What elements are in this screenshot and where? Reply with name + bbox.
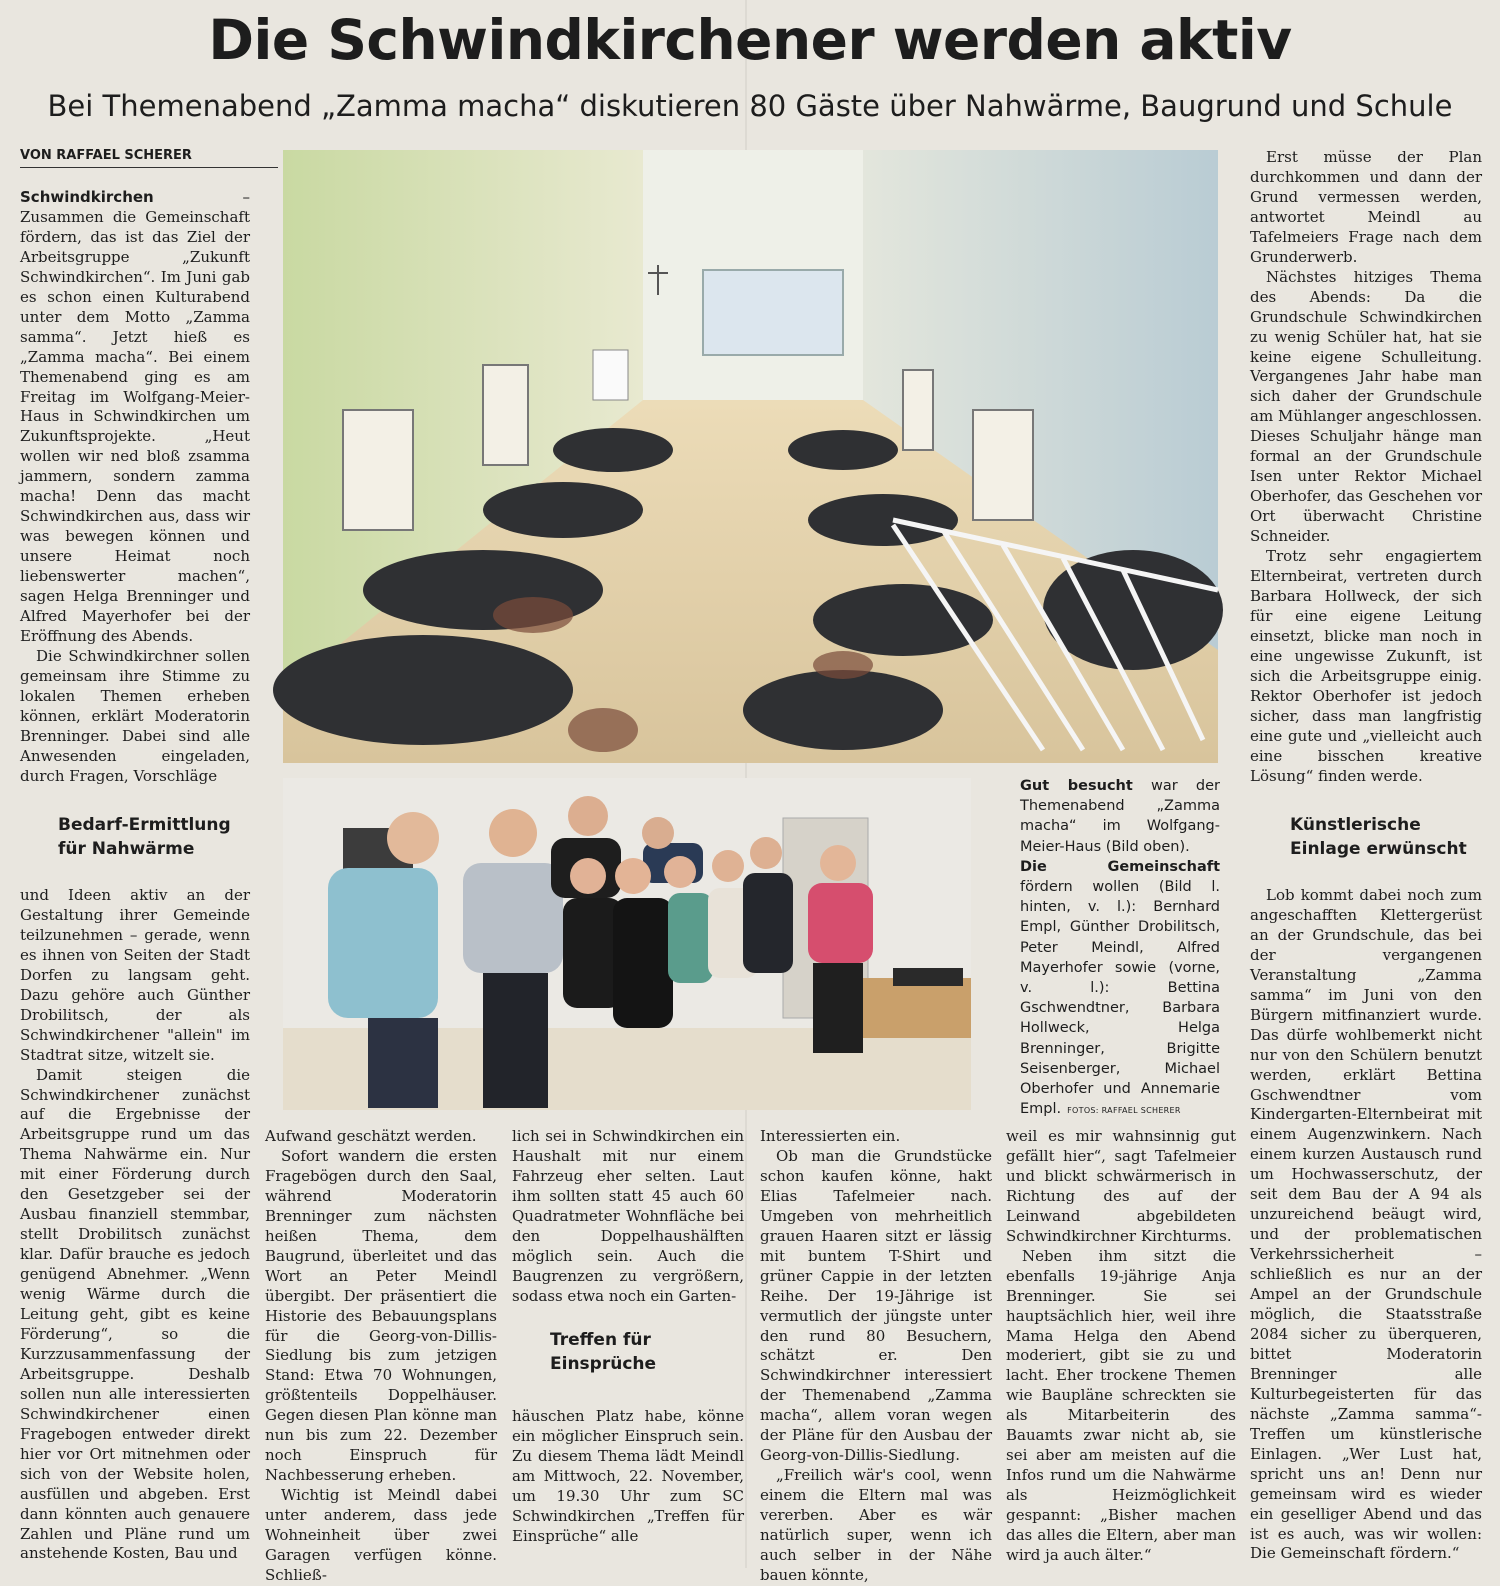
paragraph: Ob man die Grundstücke schon kaufen könne, hakt Elias Tafelmeier nach. Umgeben von mehrheitlich grauen Haaren sitzt er lässig mit buntem T-Shirt und grüner Cappie in der letzten Reihe. Der 19-Jährige ist vermutlich der jüngste unter den rund 80 Besuchern, schätzt er. Den Schwindkirchner interessiert der Themenabend „Zamma macha“, allem voran wegen der Pläne für den Ausbau der Georg-von-Dillis-Siedlung. (760, 1146, 992, 1465)
paragraph: Wichtig ist Meindl dabei unter anderem, dass jede Wohneinheit über zwei Garagen verfügen könne. Schließ- (265, 1486, 497, 1584)
column-3-top (512, 1127, 744, 1309)
paragraph: weil es mir wahnsinnig gut gefällt hier“, sagt Tafelmeier und blickt schwärmerisch in Richtung des auf der Leinwand abgebildeten Schwindkirchner Kirchturms. (1006, 1127, 1236, 1245)
photo-audience-hall (283, 150, 1218, 763)
paragraph: Sofort wandern die ersten Fragebögen durch den Saal, während Moderatorin Brenninger zum nächsten heißen Thema, dem Baugrund, überleitet und das Wort an Peter Meindl übergibt. Der präsentiert die Historie des Bebauungsplans für die Georg-von-Dillis-Siedlung bis zum jetzigen Stand: Etwa 70 Wohnungen, größtenteils Doppelhäuser. Gegen diesen Plan könne man nun bis zum 22. Dezember noch Einspruch für Nachbesserung erheben. (265, 1146, 497, 1485)
photo-group-image (283, 778, 971, 1110)
paragraph: Damit steigen die Schwindkirchener zunächst auf die Ergebnisse der Arbeitsgruppe rund um das Thema Nahwärme ein. Nur mit einer Förderung durch den Gesetzgeber sei der Ausbau finanziell stemmbar, stellt Drobilitsch zunächst klar. Dafür brauche es jedoch genügend Abnehmer. „Wenn wenig Wärme durch die Leitung geht, gibt es keine Förderung“, so die Kurzzusammenfassung der Arbeitsgruppe. Deshalb sollen nun alle interessierten Schwindkirchener einen Fragebogen entweder direkt hier vor Ort mitnehmen oder sich von der Website holen, ausfüllen und abgeben. Erst dann könnten auch genauere Zahlen und Pläne rund um anstehende Kosten, Bau und (20, 1065, 250, 1563)
paragraph: Aufwand geschätzt werden. (265, 1127, 477, 1145)
column-6-bottom (1250, 886, 1482, 1563)
column-6-top (1250, 148, 1482, 798)
photo-audience-hall-image (283, 150, 1218, 763)
paragraph: Lob kommt dabei noch zum angeschafften Klettergerüst an der Grundschule, das bei der vergangenen Veranstaltung „Zamma samma“ im Juni von den Bürgern mitfinanziert wurde. Das dürfe wohlbemerkt nicht nur von den Schülern benutzt werden, erklärt Bettina Gschwendtner vom Kindergarten-Elternbeirat mit einem Augenzwinkern. Nach einem kurzen Austausch rund um Hochwasserschutz, der seit dem Bau der A 94 als unzureichend beäugt wird, und der problematischen Verkehrssicherheit – schließlich es nur an der Ampel an der Grundschule möglich, die Staatsstraße 2084 sicher zu überqueren, bittet Moderatorin Brenninger alle Kulturbegeisterten für das nächste „Zamma samma“-Treffen um künstlerische Einlagen. „Wer Lust hat, spricht uns an! Denn nur gemeinsam wird es wieder ein geselliger Abend und das ist es auch, was wir wollen: Die Gemeinschaft fördern.“ (1250, 886, 1482, 1563)
column-1-top (20, 188, 250, 788)
paragraph: „Freilich wär's cool, wenn einem die Eltern mal was vererben. Aber es wär natürlich super, wenn ich auch selber in der Nähe bauen könnte, (760, 1466, 992, 1584)
column-3-bottom (512, 1407, 744, 1557)
paragraph: Trotz sehr engagiertem Elternbeirat, vertreten durch Barbara Hollweck, der sich für eine eigene Leitung einsetzt, blicke man noch in eine ungewisse Zukunft, ist sich die Arbeitsgruppe einig. Rektor Oberhofer ist jedoch sicher, dass man langfristig eine gute und „vielleicht auch eine bisschen kreative Lösung“ finden werde. (1250, 547, 1482, 785)
headline: Die Schwindkirchener werden aktiv (208, 8, 1292, 72)
subheading-kuenstlerische-einlage: Künstlerische Einlage erwünscht (1290, 815, 1467, 859)
byline: VON RAFFAEL SCHERER (20, 148, 278, 168)
photo-caption: Gut besucht war der Themenabend „Zamma macha“ im Wolfgang-Meier-Haus (Bild oben). Die Gemeinschaft fördern wollen (Bild l. hinten, v. l.): Bernhard Empl, Günther Drobilitsch, Peter Meindl, Alfred Mayerhofer sowie (vorne, v. l.): Bettina Gschwendtner, Barbara Hollweck, Helga Brenninger, Brigitte Seisenberger, Michael Oberhofer und Annemarie Empl. FOTOS: RAFFAEL SCHERER (1020, 778, 1220, 1118)
paragraph: Die Schwindkirchner sollen gemeinsam ihre Stimme zu lokalen Themen erheben können, erklärt Moderatorin Brenninger. Dabei sind alle Anwesenden eingeladen, durch Fragen, Vorschläge (20, 646, 250, 785)
paragraph: lich sei in Schwindkirchen ein Haushalt mit nur einem Fahrzeug eher selten. Laut ihm sollten statt 45 auch 60 Quadratmeter Wohnfläche bei den Doppelhaushälften möglich sein. Auch die Baugrenzen zu vergrößern, sodass etwa noch ein Garten- (512, 1127, 744, 1305)
column-2 (265, 1127, 497, 1584)
column-4 (760, 1127, 992, 1584)
photo-group (283, 778, 971, 1110)
paragraph: und Ideen aktiv an der Gestaltung ihrer Gemeinde teilzunehmen – gerade, wenn es ihnen von Seiten der Stadt Dorfen zu langsam geht. Dazu gehöre auch Günther Drobilitsch, der als Schwindkirchener "allein" im Stadtrat sitze, witzelt sie. (20, 886, 250, 1064)
subheadline: Bei Themenabend „Zamma macha“ diskutieren 80 Gäste über Nahwärme, Baugrund und Schule (47, 89, 1453, 123)
dateline: Schwindkirchen (20, 188, 154, 206)
photo-credit: FOTOS: RAFFAEL SCHERER (1067, 1106, 1181, 1116)
intro-paragraph: Schwindkirchen – Zusammen die Gemeinschaft fördern, das ist das Ziel der Arbeitsgruppe „Zukunft Schwindkirchen“. Im Juni gab es schon einen Kulturabend unter dem Motto „Zamma samma“. Jetzt hieß es „Zamma macha“. Bei einem Themenabend ging es am Freitag im Wolfgang-Meier-Haus in Schwindkirchen um Zukunftsprojekte. „Heut wollen wir ned bloß zsamma jammern, sondern zamma macha! Denn das macht Schwindkirchen aus, dass wir was bewegen können und unsere Heimat noch liebenswerter machen“, sagen Helga Brenninger und Alfred Mayerhofer bei der Eröffnung des Abends. (20, 188, 250, 645)
paragraph: Erst müsse der Plan durchkommen und dann der Grund vermessen werden, antwortet Meindl au Tafelmeiers Frage nach dem Grunderwerb. (1250, 148, 1482, 266)
subheading-nahwaerme: Bedarf-Ermittlung für Nahwärme (58, 815, 231, 859)
paragraph: häuschen Platz habe, könne ein möglicher Einspruch sein. Zu diesem Thema lädt Meindl am Mittwoch, 22. November, um 19.30 Uhr zum SC Schwindkirchen „Treffen für Einsprüche“ alle (512, 1407, 744, 1545)
paragraph: Interessierten ein. (760, 1127, 901, 1145)
column-1-bottom (20, 886, 250, 1563)
subheading-einsprueche: Treffen für Einsprüche (550, 1330, 657, 1374)
paragraph: Neben ihm sitzt die ebenfalls 19-jährige Anja Brenninger. Sie sei hauptsächlich hier, weil ihre Mama Helga den Abend moderiert, gibt sie zu und lacht. Eher trockene Themen wie Baupläne schreckten sie als Mitarbeiterin des Bauamts zwar nicht ab, sie sei aber am meisten auf die Infos rund um die Nahwärme als Heizmöglichkeit gespannt: „Bisher machen das alles die Eltern, aber man wird ja auch älter.“ (1006, 1246, 1236, 1565)
column-5 (1006, 1127, 1236, 1565)
paragraph: Nächstes hitziges Thema des Abends: Da die Grundschule Schwindkirchen zu wenig Schüler hat, hat sie keine eigene Schulleitung. Vergangenes Jahr habe man sich daher der Grundschule am Mühlanger angeschlossen. Dieses Schuljahr hänge man formal an der Grundschule Isen unter Rektor Michael Oberhofer, das Geschehen vor Ort überwacht Christine Schneider. (1250, 267, 1482, 546)
